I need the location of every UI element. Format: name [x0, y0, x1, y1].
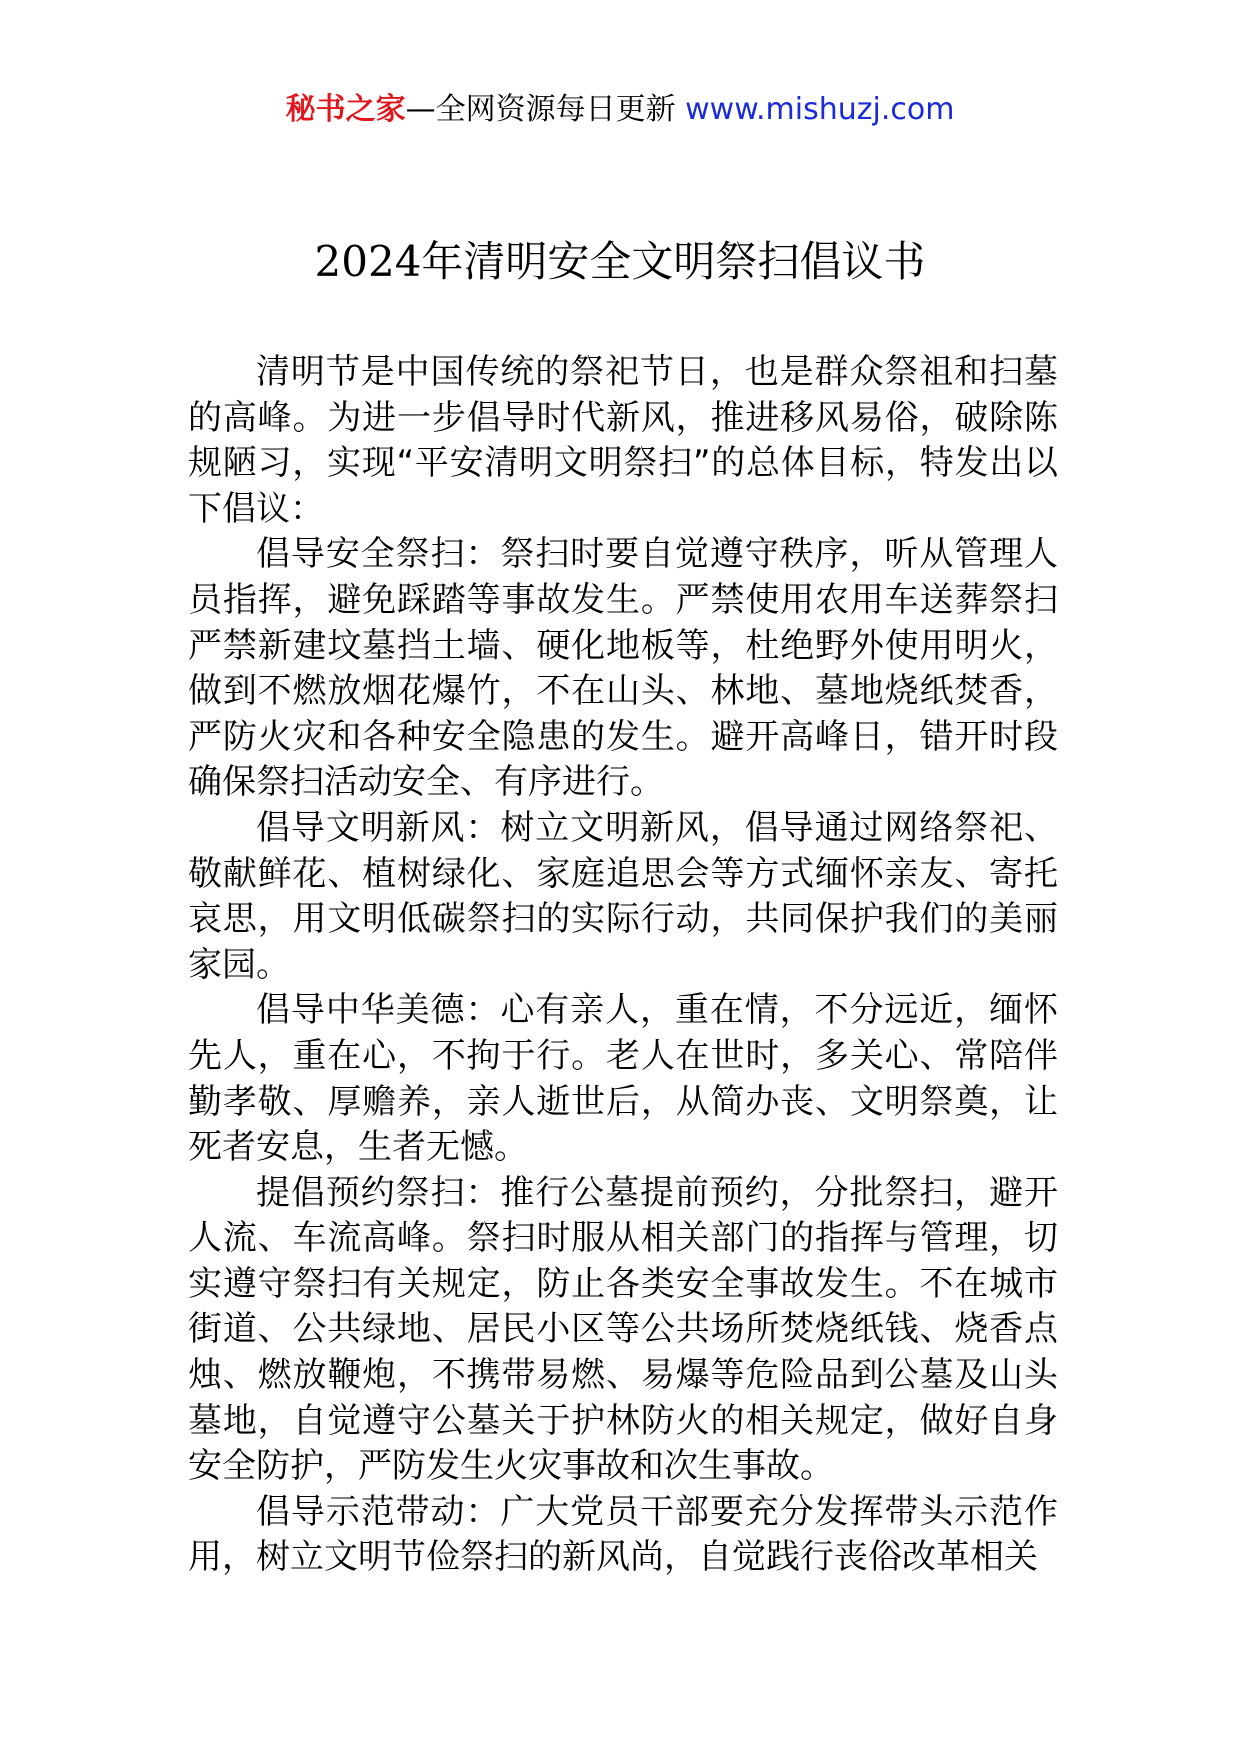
- paragraph-intro: 清明节是中国传统的祭祀节日，也是群众祭祖和扫墓的高峰。为进一步倡导时代新风，推进移风易俗，破除陈规陋习，实现“平安清明文明祭扫”的总体目标，特发出以下倡议：: [188, 352, 1058, 529]
- page-title: 2024年清明安全文明祭扫倡议书: [314, 237, 926, 286]
- site-tagline: —全网资源每日更新: [405, 92, 686, 127]
- document-body: [188, 350, 1058, 1581]
- site-header: [0, 88, 1240, 132]
- paragraph-exemplary-role: 倡导示范带动：广大党员干部要充分发挥带头示范作用，树立文明节俭祭扫的新风尚，自觉践行丧俗改革相关: [188, 1491, 1058, 1578]
- site-url-link[interactable]: www.mishuzj.com: [685, 92, 955, 127]
- paragraph-safe-sweeping: 倡导安全祭扫：祭扫时要自觉遵守秩序，听从管理人员指挥，避免踩踏等事故发生。严禁使用农用车送葬祭扫严禁新建坟墓挡土墙、硬化地板等，杜绝野外使用明火，做到不燃放烟花爆竹，不在山头、林地、墓地烧纸焚香，严防火灾和各种安全隐患的发生。避开高峰日，错开时段确保祭扫活动安全、有序进行。: [188, 534, 1058, 803]
- paragraph-civilized-custom: 倡导文明新风：树立文明新风，倡导通过网络祭祀、敬献鲜花、植树绿化、家庭追思会等方式缅怀亲友、寄托哀思，用文明低碳祭扫的实际行动，共同保护我们的美丽家园。: [188, 807, 1058, 985]
- paragraph-reservation: 提倡预约祭扫：推行公墓提前预约，分批祭扫，避开人流、车流高峰。祭扫时服从相关部门的指挥与管理，切实遵守祭扫有关规定，防止各类安全事故发生。不在城市街道、公共绿地、居民小区等公共场所焚烧纸钱、烧香点烛、燃放鞭炮，不携带易燃、易爆等危险品到公墓及山头墓地，自觉遵守公墓关于护林防火的相关规定，做好自身安全防护，严防发生火灾事故和次生事故。: [188, 1172, 1058, 1487]
- paragraph-chinese-virtue: 倡导中华美德：心有亲人，重在情，不分远近，缅怀先人，重在心，不拘于行。老人在世时，多关心、常陪伴勤孝敬、厚赡养，亲人逝世后，从简办丧、文明祭奠，让死者安息，生者无憾。: [188, 990, 1058, 1168]
- site-brand: 秘书之家: [285, 92, 406, 127]
